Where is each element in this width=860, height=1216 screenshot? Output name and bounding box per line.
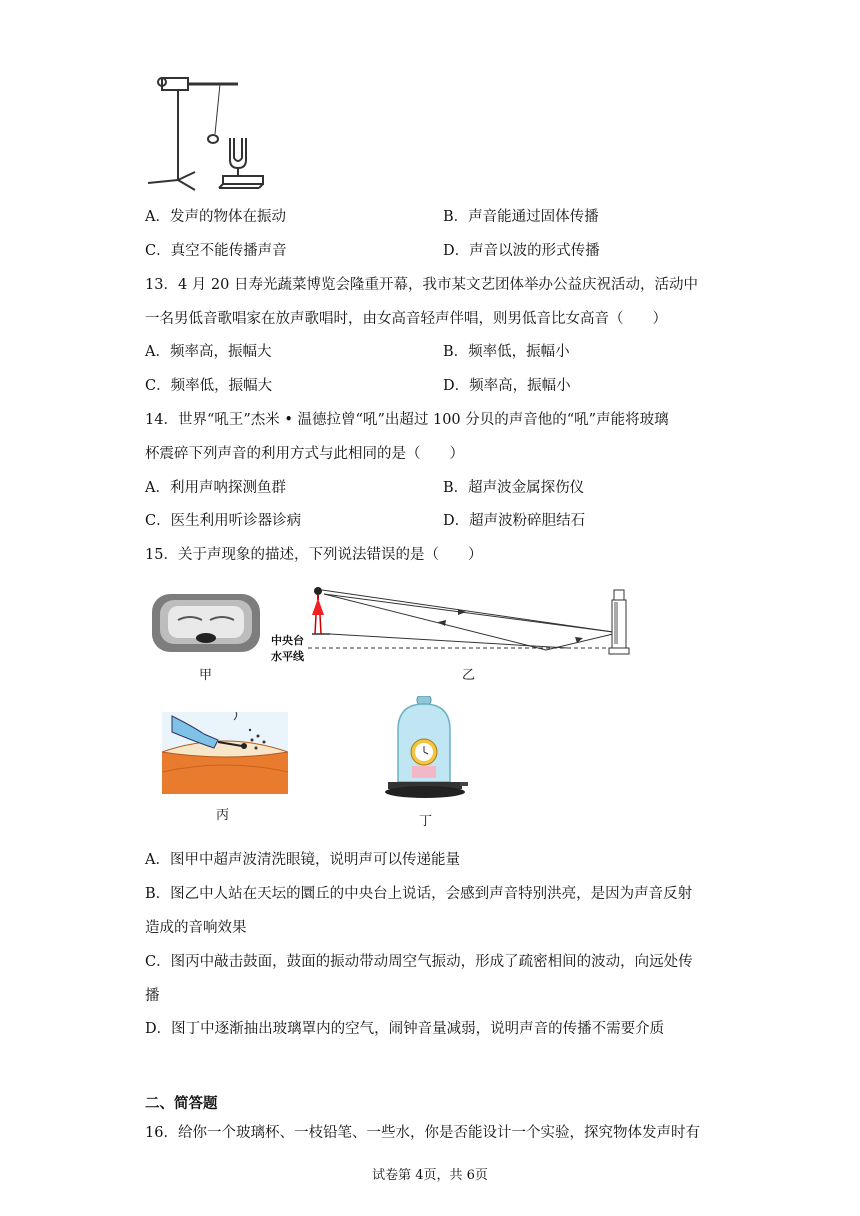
q14-option-d: D．超声波粉碎胆结石 (443, 513, 586, 529)
q12-option-c: C．真空不能传播声音 (145, 243, 287, 259)
figure-yi-echo-diagram (268, 582, 638, 660)
q13-stem-line2: 一名男低音歌唱家在放声歌唱时，由女高音轻声伴唱，则男低音比女高音（ ） (145, 311, 667, 327)
figure-yi-platform-label: 中央台 (271, 634, 304, 647)
figure-bing-label: 丙 (216, 808, 230, 823)
q14-option-b: B．超声波金属探伤仪 (443, 480, 585, 496)
figure-jia-label: 甲 (199, 668, 213, 683)
q14-option-a: A．利用声呐探测鱼群 (145, 480, 286, 496)
q15-option-d: D．图丁中逐渐抽出玻璃罩内的空气，闹钟音量减弱，说明声音的传播不需要介质 (145, 1021, 665, 1037)
figure-ding-bell-jar (382, 696, 468, 800)
q12-option-d: D．声音以波的形式传播 (443, 243, 600, 259)
q13-option-a: A．频率高，振幅大 (145, 344, 272, 360)
q15-option-a: A．图甲中超声波清洗眼镜，说明声可以传递能量 (145, 852, 460, 868)
q14-stem-line1: 14．世界“吼王”杰米 • 温德拉曾“吼”出超过 100 分贝的声音他的“吼”声能将玻璃 (145, 412, 669, 428)
figure-yi-label: 乙 (462, 668, 476, 683)
q13-option-c: C．频率低，振幅大 (145, 378, 273, 394)
q12-option-b: B．声音能通过固体传播 (443, 209, 599, 225)
figure-jia-ultrasonic-cleaner (150, 590, 262, 656)
q15-stem: 15．关于声现象的描述，下列说法错误的是（ ） (145, 547, 483, 563)
page-footer: 试卷第 4页，共 6页 (372, 1168, 488, 1183)
q14-stem-line2: 杯震碎下列声音的利用方式与此相同的是（ ） (145, 446, 464, 462)
figure-ding-label: 丁 (419, 814, 433, 829)
q12-option-a: A．发声的物体在振动 (145, 209, 286, 225)
q15-option-c-line1: C．图丙中敲击鼓面，鼓面的振动带动周空气振动，形成了疏密相间的波动，向远处传 (145, 954, 693, 970)
section-title-short-answer: 二、简答题 (145, 1095, 218, 1112)
figure-bing-drum (162, 712, 288, 794)
q13-option-b: B．频率低，振幅小 (443, 344, 570, 360)
q13-stem-line1: 13．4 月 20 日寿光蔬菜博览会隆重开幕，我市某文艺团体举办公益庆祝活动，活动中 (145, 277, 698, 293)
q15-option-c-line2: 播 (145, 988, 160, 1004)
figure-yi-horizon-label: 水平线 (271, 650, 304, 663)
q14-option-c: C．医生利用听诊器诊病 (145, 513, 302, 529)
q13-option-d: D．频率高，振幅小 (443, 378, 571, 394)
q16-stem: 16．给你一个玻璃杯、一枝铅笔、一些水，你是否能设计一个实验，探究物体发声时有 (145, 1125, 700, 1141)
pendulum-tuning-fork-figure (140, 68, 275, 193)
q15-option-b-line2: 造成的音响效果 (145, 920, 247, 936)
q15-option-b-line1: B．图乙中人站在天坛的圜丘的中央台上说话，会感到声音特别洪亮，是因为声音反射 (145, 886, 693, 902)
